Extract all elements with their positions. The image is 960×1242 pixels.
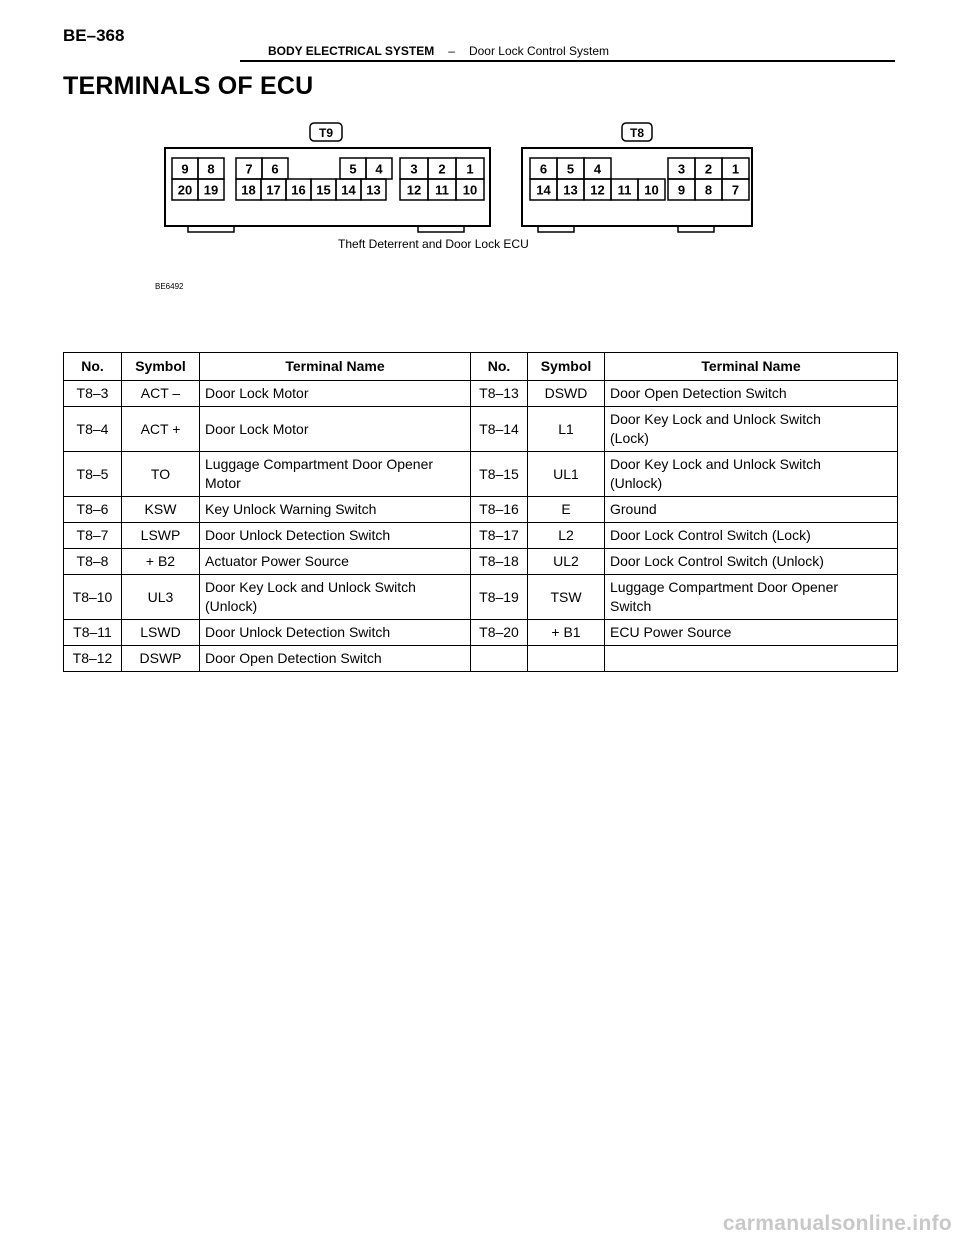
table-cell: Door Lock Control Switch (Lock) bbox=[605, 523, 898, 549]
t9-pin: 4 bbox=[375, 161, 383, 177]
table-cell: Key Unlock Warning Switch bbox=[200, 497, 471, 523]
table-row bbox=[64, 452, 898, 497]
table-cell: Door Lock Motor bbox=[200, 407, 471, 452]
column-header: No. bbox=[471, 353, 528, 381]
table-cell: UL2 bbox=[528, 549, 605, 575]
table-cell: Door Open Detection Switch bbox=[200, 646, 471, 672]
t9-pin: 18 bbox=[241, 182, 256, 198]
table-cell: T8–14 bbox=[471, 407, 528, 452]
t9-pin: 7 bbox=[245, 161, 253, 177]
table-cell: TSW bbox=[528, 575, 605, 620]
header-separator: – bbox=[448, 44, 455, 58]
table-cell: T8–15 bbox=[471, 452, 528, 497]
figure-id: BE6492 bbox=[155, 282, 184, 291]
t9-pin: 5 bbox=[349, 161, 357, 177]
table-cell: + B1 bbox=[528, 620, 605, 646]
t8-pin: 8 bbox=[704, 182, 713, 198]
t8-pin: 9 bbox=[677, 182, 686, 198]
t9-pin: 6 bbox=[271, 161, 279, 177]
t8-pin: 13 bbox=[563, 182, 578, 198]
column-header: No. bbox=[64, 353, 122, 381]
t9-pin: 16 bbox=[291, 182, 306, 198]
diagram-caption: Theft Deterrent and Door Lock ECU bbox=[338, 237, 529, 251]
running-header bbox=[268, 44, 609, 58]
t8-pin: 4 bbox=[593, 161, 602, 177]
t9-pin: 9 bbox=[181, 161, 189, 177]
table-cell: T8–13 bbox=[471, 381, 528, 407]
t9-label: T9 bbox=[318, 126, 334, 140]
page-id: BE–368 bbox=[63, 26, 125, 45]
table-cell: T8–4 bbox=[64, 407, 122, 452]
connector-diagram bbox=[150, 118, 770, 298]
t8-pin: 5 bbox=[566, 161, 575, 177]
table-cell: Ground bbox=[605, 497, 898, 523]
table-cell: L2 bbox=[528, 523, 605, 549]
table-cell: UL1 bbox=[528, 452, 605, 497]
column-header: Symbol bbox=[528, 353, 605, 381]
t8-pin: 2 bbox=[704, 161, 713, 177]
table-row bbox=[64, 497, 898, 523]
table-cell: T8–17 bbox=[471, 523, 528, 549]
table-row bbox=[64, 620, 898, 646]
terminals-table bbox=[63, 352, 898, 672]
t9-pin: 11 bbox=[435, 182, 449, 198]
table-cell: Luggage Compartment Door Opener Motor bbox=[200, 452, 471, 497]
t9-pin: 20 bbox=[177, 182, 193, 198]
table-cell: Door Open Detection Switch bbox=[605, 381, 898, 407]
table-cell: Door Unlock Detection Switch bbox=[200, 523, 471, 549]
t9-pin: 3 bbox=[410, 161, 418, 177]
table-cell: Luggage Compartment Door Opener Switch bbox=[605, 575, 898, 620]
t9-pin: 17 bbox=[266, 182, 281, 198]
watermark: carmanualsonline.info bbox=[722, 1212, 952, 1235]
t8-pin: 3 bbox=[677, 161, 686, 177]
table-cell: Door Key Lock and Unlock Switch (Unlock) bbox=[200, 575, 471, 620]
table-cell: Door Lock Control Switch (Unlock) bbox=[605, 549, 898, 575]
table-cell: T8–7 bbox=[64, 523, 122, 549]
t8-pin: 12 bbox=[590, 182, 605, 198]
t8-pin: 7 bbox=[731, 182, 740, 198]
table-cell: ACT + bbox=[122, 407, 200, 452]
table-cell: T8–20 bbox=[471, 620, 528, 646]
table-cell: LSWP bbox=[122, 523, 200, 549]
table-cell: T8–11 bbox=[64, 620, 122, 646]
t9-pin: 10 bbox=[462, 182, 478, 198]
subsection-title: Door Lock Control System bbox=[468, 44, 609, 58]
t8-label: T8 bbox=[629, 126, 645, 140]
table-cell: DSWD bbox=[528, 381, 605, 407]
t8-pin: 11 bbox=[617, 182, 632, 198]
header-rule bbox=[240, 60, 895, 62]
table-cell: ACT – bbox=[122, 381, 200, 407]
table-row bbox=[64, 407, 898, 452]
t9-pin: 15 bbox=[316, 182, 331, 198]
column-header: Terminal Name bbox=[605, 353, 898, 381]
table-cell: T8–10 bbox=[64, 575, 122, 620]
column-header: Terminal Name bbox=[200, 353, 471, 381]
t8-pin: 14 bbox=[536, 182, 551, 198]
table-cell: + B2 bbox=[122, 549, 200, 575]
t9-pin: 19 bbox=[203, 182, 219, 198]
table-cell: TO bbox=[122, 452, 200, 497]
section-title: BODY ELECTRICAL SYSTEM bbox=[268, 44, 435, 58]
table-cell: T8–5 bbox=[64, 452, 122, 497]
table-cell: Door Key Lock and Unlock Switch (Unlock) bbox=[605, 452, 898, 497]
t9-pin: 8 bbox=[207, 161, 215, 177]
table-cell: T8–16 bbox=[471, 497, 528, 523]
table-row bbox=[64, 549, 898, 575]
table-row bbox=[64, 575, 898, 620]
table-cell: T8–19 bbox=[471, 575, 528, 620]
t8-pin: 1 bbox=[731, 161, 740, 177]
table-cell bbox=[605, 646, 898, 672]
t8-pin: 10 bbox=[644, 182, 659, 198]
table-cell: E bbox=[528, 497, 605, 523]
t9-pin: 13 bbox=[366, 182, 381, 198]
t9-pin: 1 bbox=[466, 161, 474, 177]
table-cell: T8–18 bbox=[471, 549, 528, 575]
table-cell: T8–6 bbox=[64, 497, 122, 523]
connector-figure bbox=[150, 118, 770, 298]
table-cell: Door Key Lock and Unlock Switch (Lock) bbox=[605, 407, 898, 452]
t9-pin: 2 bbox=[438, 161, 446, 177]
table-cell bbox=[471, 646, 528, 672]
table-header-row bbox=[64, 353, 898, 381]
table-cell: UL3 bbox=[122, 575, 200, 620]
t9-pin: 14 bbox=[341, 182, 356, 198]
table-row bbox=[64, 381, 898, 407]
t8-pin: 6 bbox=[539, 161, 548, 177]
page-title: TERMINALS OF ECU bbox=[63, 72, 314, 100]
column-header: Symbol bbox=[122, 353, 200, 381]
table-cell: Actuator Power Source bbox=[200, 549, 471, 575]
table-cell: DSWP bbox=[122, 646, 200, 672]
table-cell bbox=[528, 646, 605, 672]
table-cell: Door Lock Motor bbox=[200, 381, 471, 407]
table-cell: T8–3 bbox=[64, 381, 122, 407]
t9-pin: 12 bbox=[406, 182, 422, 198]
table-cell: T8–12 bbox=[64, 646, 122, 672]
table-row bbox=[64, 646, 898, 672]
table-row bbox=[64, 523, 898, 549]
table-cell: L1 bbox=[528, 407, 605, 452]
table-cell: LSWD bbox=[122, 620, 200, 646]
table-cell: T8–8 bbox=[64, 549, 122, 575]
table-cell: Door Unlock Detection Switch bbox=[200, 620, 471, 646]
table-cell: ECU Power Source bbox=[605, 620, 898, 646]
table-cell: KSW bbox=[122, 497, 200, 523]
